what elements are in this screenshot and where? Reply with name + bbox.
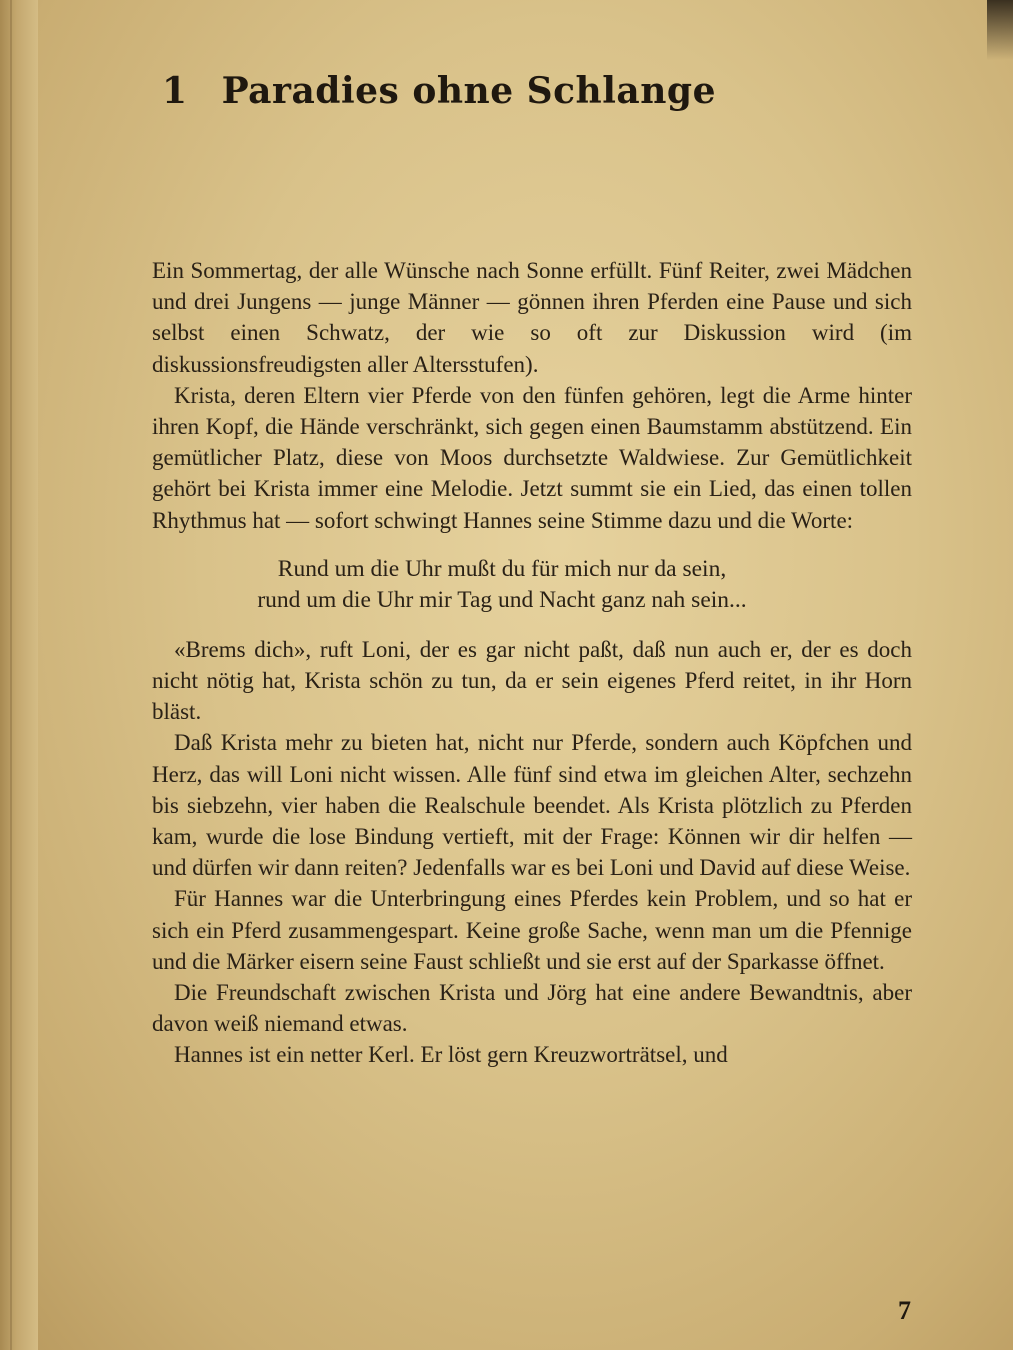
- paragraph-5: Für Hannes war die Unterbringung eines Pferdes kein Problem, und so hat er sich ein Pferd zusammengespart. Keine große Sache, wenn man um die Pfennige und die Märker eisern seine Faust schließt und sie erst auf der Sparkasse öffnet.: [152, 886, 912, 974]
- corner-shadow: [987, 0, 1013, 60]
- body-text: [152, 255, 912, 1071]
- chapter-heading: [162, 70, 716, 112]
- chapter-title: Paradies ohne Schlange: [221, 70, 716, 112]
- verse-line-1: Rund um die Uhr mußt du für mich nur da sein,: [277, 555, 727, 582]
- paragraph-6: Die Freundschaft zwischen Krista und Jörg hat eine andere Bewandtnis, aber davon weiß niemand etwas.: [152, 980, 912, 1037]
- paragraph-2: Krista, deren Eltern vier Pferde von den fünfen gehören, legt die Arme hinter ihren Kopf, die Hände verschränkt, sich gegen einen Baumstamm abstützend. Ein gemütlicher Platz, diese von Moos durchsetzte Waldwiese. Zur Gemütlichkeit gehört bei Krista immer eine Melodie. Jetzt summt sie ein Lied, das einen tollen Rhythmus hat — sofort schwingt Hannes seine Stimme dazu und die Worte:: [152, 382, 912, 533]
- page-number: 7: [898, 1296, 911, 1325]
- paragraph-7: Hannes ist ein netter Kerl. Er löst gern Kreuzworträtsel, und: [174, 1042, 728, 1068]
- paragraph-4: Daß Krista mehr zu bieten hat, nicht nur Pferde, sondern auch Köpfchen und Herz, das will Loni nicht wissen. Alle fünf sind etwa im gleichen Alter, sechzehn bis siebzehn, vier haben die Realschule beendet. Als Krista plötzlich zu Pferden kam, wurde die lose Bindung vertieft, mit der Frage: Können wir dir helfen — und dürfen wir dann reiten? Jedenfalls war es bei Loni und David auf diese Weise.: [152, 730, 912, 881]
- paragraph-3: «Brems dich», ruft Loni, der es gar nicht paßt, daß nun auch er, der es doch nicht nötig hat, Krista schön zu tun, da er sein eigenes Pferd reitet, in ihr Horn bläst.: [152, 636, 912, 725]
- song-verse: [152, 554, 912, 616]
- verse-line-2: rund um die Uhr mir Tag und Nacht ganz nah sein...: [257, 586, 747, 613]
- chapter-number: 1: [162, 70, 188, 112]
- paragraph-1: Ein Sommertag, der alle Wünsche nach Sonne erfüllt. Fünf Reiter, zwei Mädchen und drei Jungens — junge Männer — gönnen ihren Pferden eine Pause und sich selbst einen Schwatz, der wie so oft zur Diskussion wird (im diskussionsfreudigsten aller Altersstufen).: [152, 258, 912, 377]
- page-gutter-edge: [0, 0, 38, 1350]
